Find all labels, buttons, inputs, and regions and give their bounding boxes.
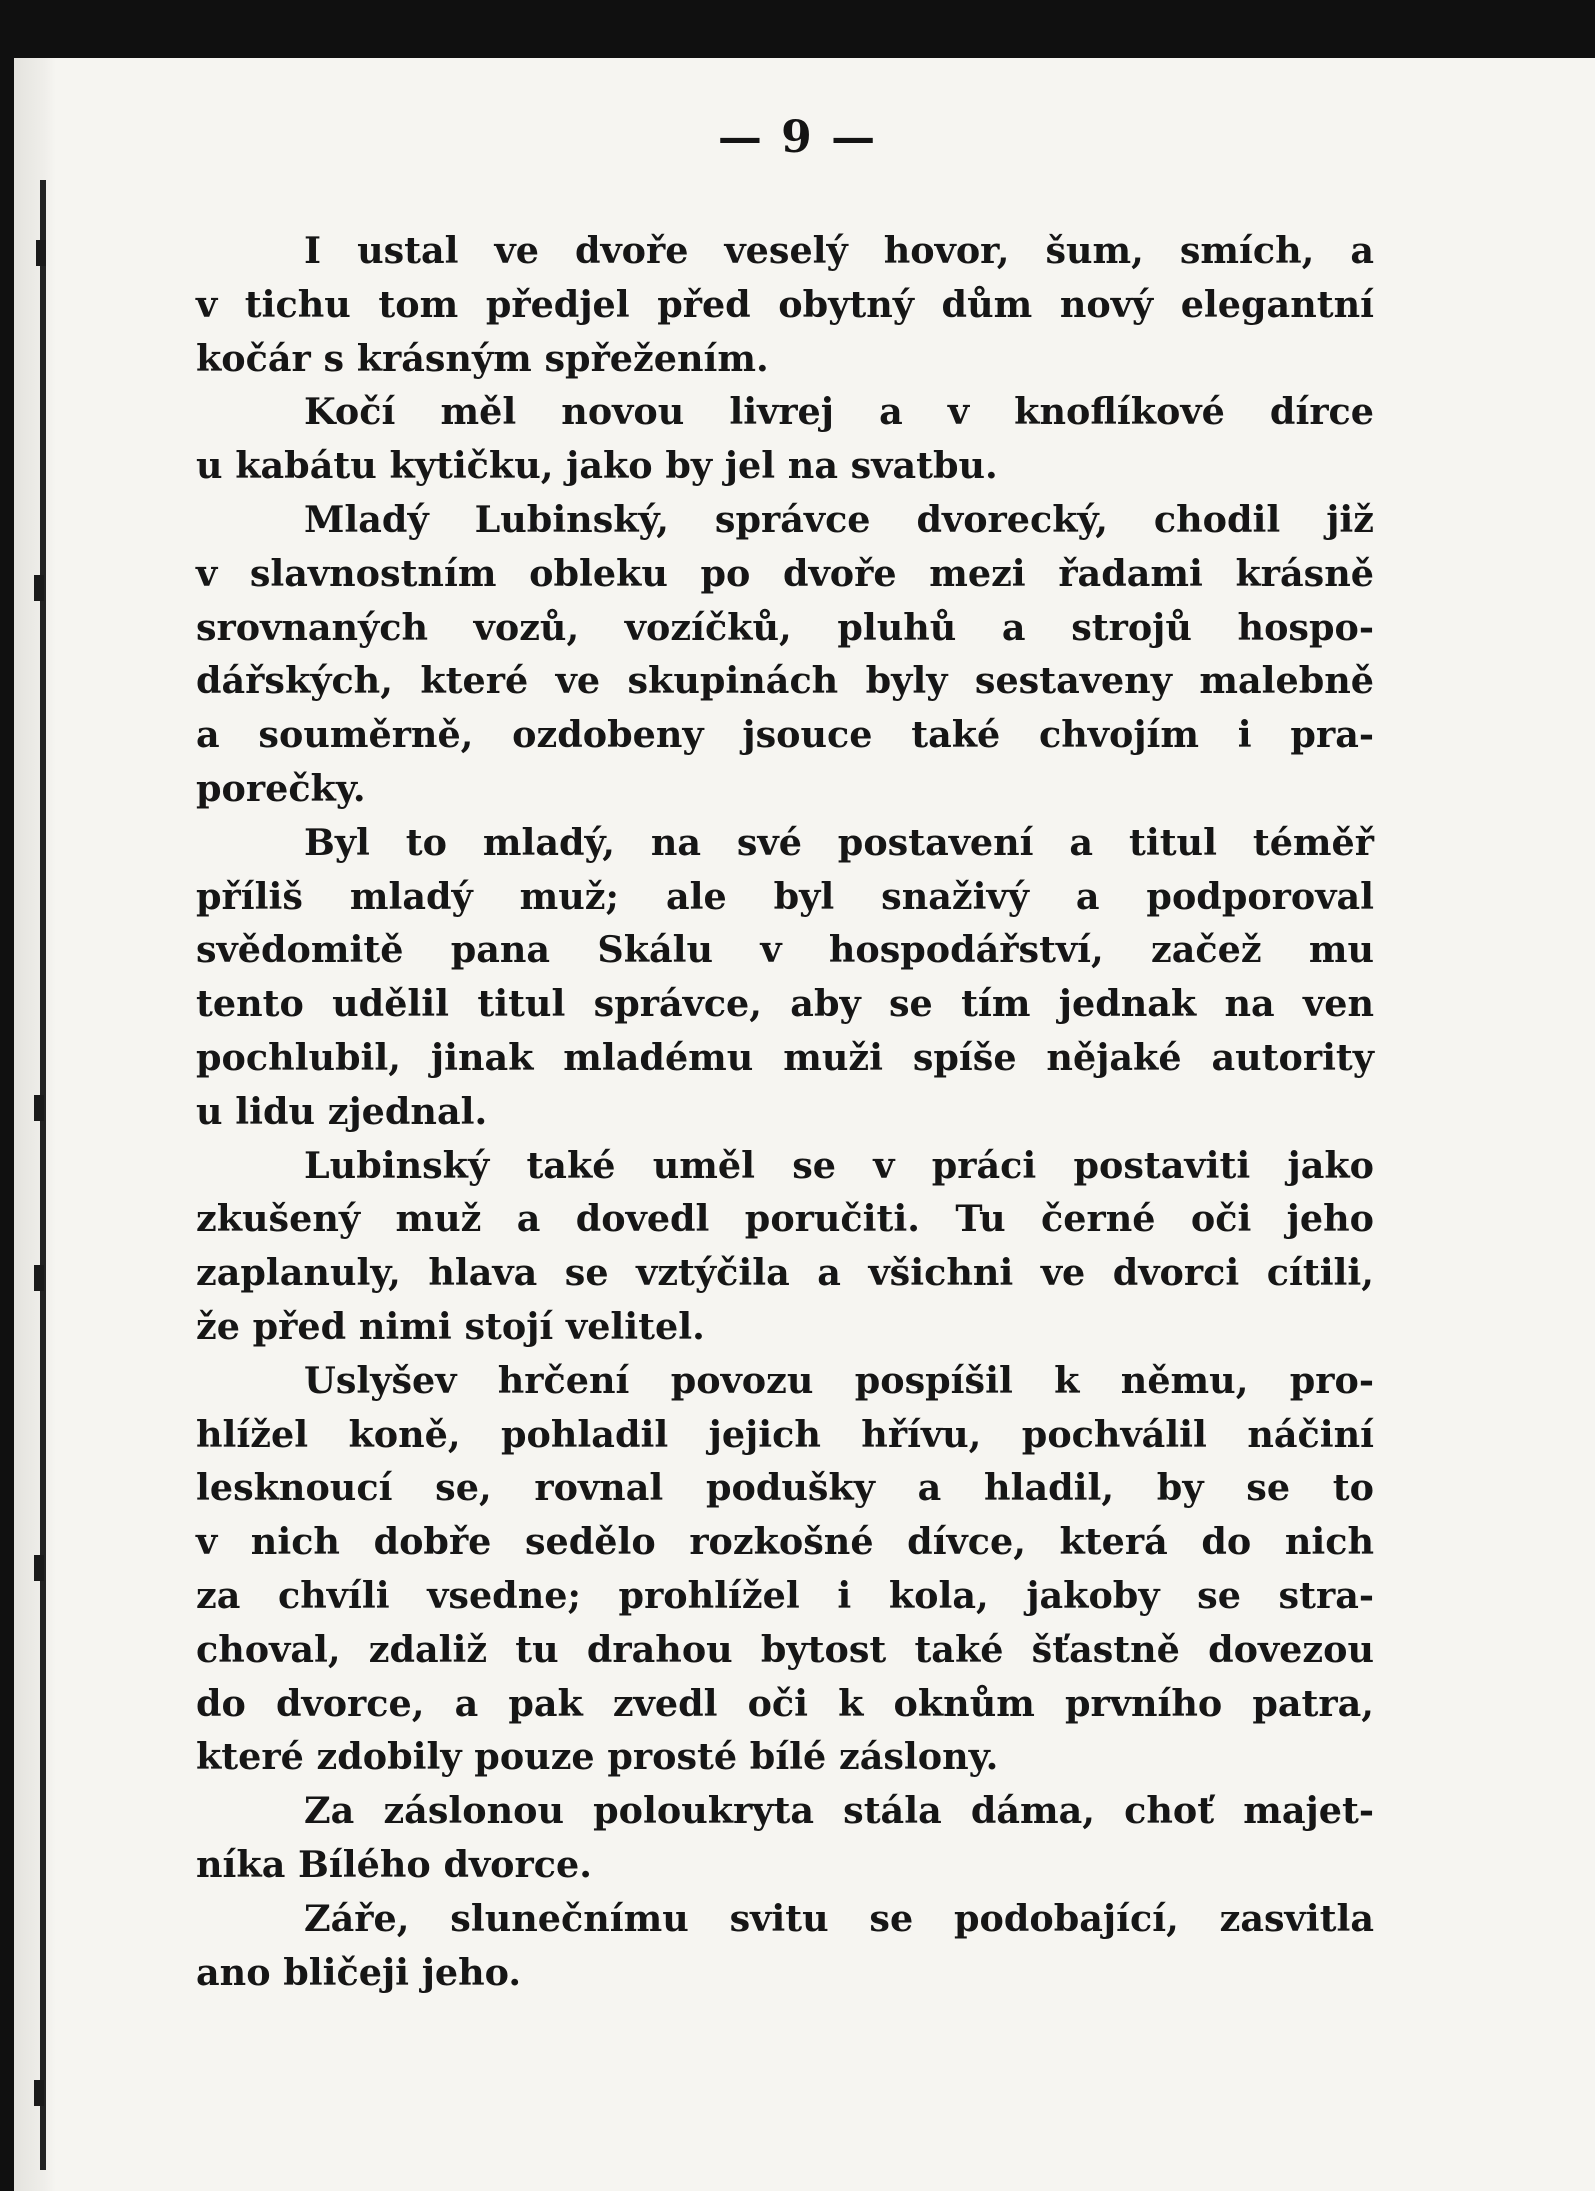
binding-line bbox=[40, 180, 46, 2170]
body-text bbox=[196, 224, 1374, 1999]
text-line: Kočí měl novou livrej a v knoflíkové dírce bbox=[304, 390, 1374, 434]
text-line: zaplanuly, hlava se vztýčila a všichni ve dvorci cítili, bbox=[196, 1251, 1374, 1295]
text-line: choval, zdaliž tu drahou bytost také šťastně dovezou bbox=[196, 1627, 1374, 1671]
text-line: lesknoucí se, rovnal podušky a hladil, by se to bbox=[196, 1466, 1374, 1510]
text-line: v tichu tom předjel před obytný dům nový elegantní bbox=[196, 282, 1374, 326]
binding-mark bbox=[34, 575, 44, 601]
text-line: ano bličeji jeho. bbox=[196, 1950, 522, 1994]
text-line: do dvorce, a pak zvedl oči k oknům prvního patra, bbox=[196, 1681, 1374, 1725]
text-line: hlížel koně, pohladil jejich hřívu, pochválil náčiní bbox=[196, 1412, 1374, 1456]
text-line: dářských, které ve skupinách byly sestaveny malebně bbox=[196, 659, 1374, 703]
binding-mark bbox=[34, 2080, 44, 2106]
text-line: Mladý Lubinský, správce dvorecký, chodil již bbox=[304, 497, 1374, 541]
text-line: v slavnostním obleku po dvoře mezi řadami krásně bbox=[196, 551, 1374, 595]
text-line: Byl to mladý, na své postavení a titul téměř bbox=[304, 820, 1374, 864]
text-line: Lubinský také uměl se v práci postaviti jako bbox=[304, 1143, 1374, 1187]
text-line: Záře, slunečnímu svitu se podobající, zasvitla bbox=[304, 1896, 1374, 1940]
page-number: — 9 — bbox=[717, 112, 878, 163]
text-line: porečky. bbox=[196, 766, 366, 810]
text-line: srovnaných vozů, vozíčků, pluhů a strojů hospo- bbox=[196, 605, 1374, 649]
text-line: u kabátu kytičku, jako by jel na svatbu. bbox=[196, 444, 998, 488]
binding-mark bbox=[34, 1555, 44, 1581]
binding-mark bbox=[34, 1095, 44, 1121]
text-line: zkušený muž a dovedl poručiti. Tu černé oči jeho bbox=[196, 1197, 1374, 1241]
text-line: svědomitě pana Skálu v hospodářství, začež mu bbox=[196, 928, 1374, 972]
text-line: Uslyšev hrčení povozu pospíšil k němu, pro- bbox=[304, 1358, 1374, 1402]
text-line: kočár s krásným spřežením. bbox=[196, 336, 769, 380]
binding-mark bbox=[36, 240, 46, 266]
text-line: příliš mladý muž; ale byl snaživý a podporoval bbox=[196, 874, 1374, 918]
text-line: za chvíli vsedne; prohlížel i kola, jakoby se stra- bbox=[196, 1573, 1374, 1617]
binding-mark bbox=[34, 1265, 44, 1291]
text-line: Za záslonou poloukryta stála dáma, choť majet- bbox=[304, 1789, 1374, 1833]
binding-shadow bbox=[14, 58, 56, 2191]
text-line: a souměrně, ozdobeny jsouce také chvojím i pra- bbox=[196, 713, 1374, 757]
text-line: které zdobily pouze prosté bílé záslony. bbox=[196, 1735, 999, 1779]
text-line: že před nimi stojí velitel. bbox=[196, 1304, 705, 1348]
text-line: pochlubil, jinak mladému muži spíše nějaké autority bbox=[196, 1035, 1374, 1079]
text-line: u lidu zjednal. bbox=[196, 1089, 488, 1133]
text-line: v nich dobře sedělo rozkošné dívce, která do nich bbox=[196, 1520, 1374, 1564]
text-line: I ustal ve dvoře veselý hovor, šum, smích, a bbox=[304, 229, 1374, 272]
text-line: tento udělil titul správce, aby se tím jednak na ven bbox=[196, 982, 1374, 1026]
text-line: níka Bílého dvorce. bbox=[196, 1842, 592, 1886]
